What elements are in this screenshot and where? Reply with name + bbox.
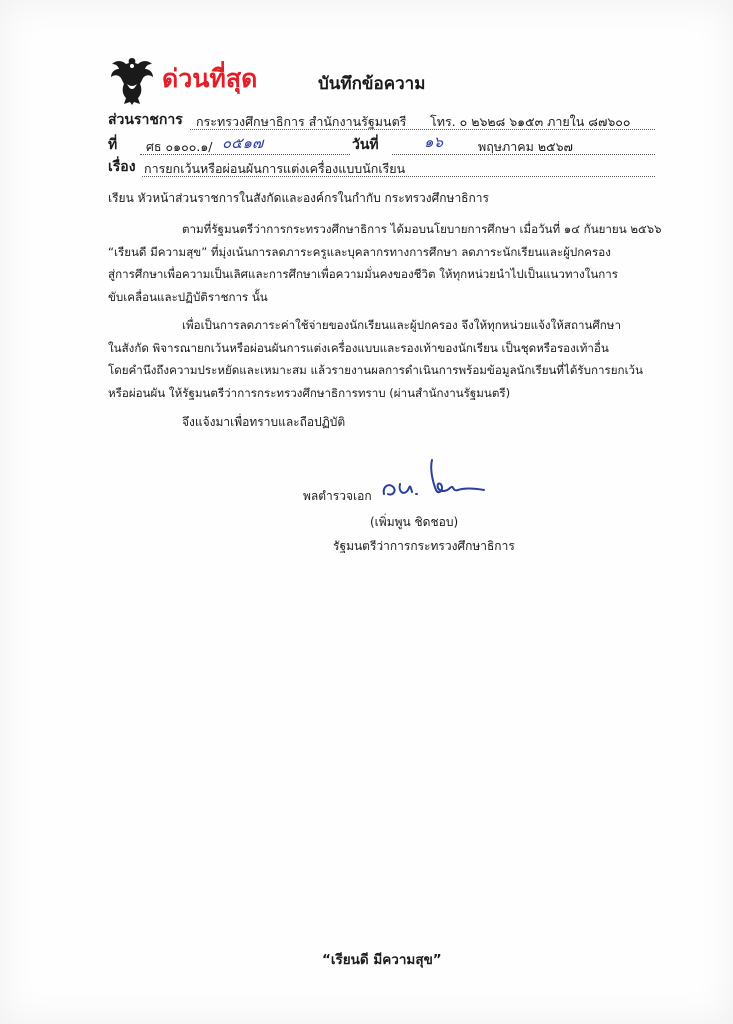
subject-value: การยกเว้นหรือผ่อนผันการแต่งเครื่องแบบนักเรียน [144,161,406,176]
handwritten-signature-icon [380,454,490,504]
date-day-handwritten: ๑๖ [424,133,444,151]
paragraph-2-line: ในสังกัด พิจารณายกเว้นหรือผ่อนผันการแต่งเครื่องแบบและรองเท้าของนักเรียน เป็นชุดหรือรองเท้าอื่น [108,340,609,355]
agency-row [108,113,183,127]
urgency-label: ด่วนที่สุด [162,64,258,93]
signer-name: (เพิ่มพูน ชิดชอบ) [370,515,459,529]
subject-label-wrap [108,160,136,174]
ref-handwritten-number: ๐๕๑๗ [222,134,264,152]
signer-position: รัฐมนตรีว่าการกระทรวงศึกษาธิการ [333,539,515,553]
paragraph-1-line: “เรียนดี มีความสุข” ที่มุ่งเน้นการลดภาระครูและบุคลากรทางการศึกษา ลดภาระนักเรียนและผู้ปกครอง [108,244,611,259]
date-label-wrap [352,138,379,152]
paragraph-2-line: หรือผ่อนผัน ให้รัฐมนตรีว่าการกระทรวงศึกษาธิการทราบ (ผ่านสำนักงานรัฐมนตรี) [108,385,511,400]
garuda-emblem-icon [108,54,156,106]
salutation: เรียน หัวหน้าส่วนราชการในสังกัดและองค์กรในกำกับ กระทรวงศึกษาธิการ [108,191,489,205]
date-month-year: พฤษภาคม ๒๕๖๗ [478,139,573,154]
footer-slogan: “เรียนดี มีความสุข” [322,952,442,968]
paragraph-2-line: เพื่อเป็นการลดภาระค่าใช้จ่ายของนักเรียนและผู้ปกครอง จึงให้ทุกหน่วยแจ้งให้สถานศึกษา [182,318,621,332]
ref-label-wrap [108,138,117,152]
date-dotted-line [392,154,655,155]
paragraph-1-line: ขับเคลื่อนและปฏิบัติราชการ นั้น [108,289,268,304]
subject-label: เรื่อง [108,159,136,175]
subject-dotted-line [142,176,655,177]
closing-line: จึงแจ้งมาเพื่อทราบและถือปฏิบัติ [182,415,346,429]
paragraph-2-line: โดยคำนึงถึงความประหยัดและเหมาะสม แล้วรายงานผลการดำเนินการพร้อมข้อมูลนักเรียนที่ได้รับการยกเว้น [108,363,643,377]
paragraph-1 [108,218,670,308]
agency-dotted-line [190,129,655,130]
phone-number: โทร. ๐ ๒๖๒๘ ๖๑๕๓ ภายใน ๘๗๖๐๐ [430,114,631,129]
ref-dotted-line [140,154,350,155]
ref-value: ศธ ๐๑๐๐.๑/ [146,139,213,154]
paragraph-1-line: สู่การศึกษาเพื่อความเป็นเลิศและการศึกษาเพื่อความมั่นคงของชีวิต ให้ทุกหน่วยนำไปเป็นแนวทางในการ [108,267,619,281]
ref-label: ที่ [108,137,118,153]
agency-label: ส่วนราชการ [108,112,183,128]
agency-value: กระทรวงศึกษาธิการ สำนักงานรัฐมนตรี [196,114,407,129]
signer-rank: พลตำรวจเอก [303,489,372,503]
paragraph-2 [108,314,670,404]
memo-title: บันทึกข้อความ [318,74,426,94]
paragraph-1-line: ตามที่รัฐมนตรีว่าการกระทรวงศึกษาธิการ ได้มอบนโยบายการศึกษา เมื่อวันที่ ๑๔ กันยายน ๒๕๖๖ [182,222,662,236]
date-label: วันที่ [352,137,379,153]
